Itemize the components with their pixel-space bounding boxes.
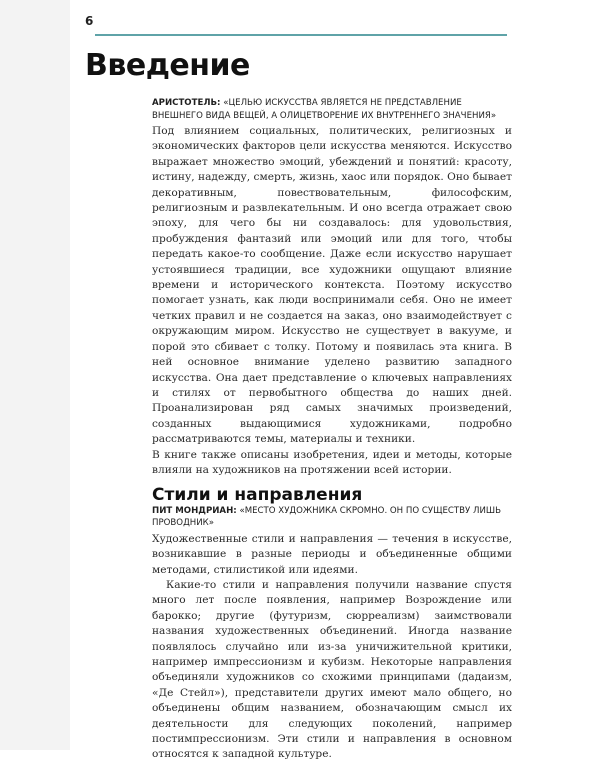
body-column <box>152 97 512 763</box>
intro-quote <box>152 97 512 122</box>
section-heading: Стили и направления <box>152 485 363 506</box>
header-rule <box>95 34 507 36</box>
chapter-title: Введение <box>85 48 250 83</box>
intro-quote-author: АРИСТОТЕЛЬ: <box>152 98 221 108</box>
page-margin-shade <box>0 0 70 750</box>
section-quote-author: ПИТ МОНДРИАН: <box>152 505 237 516</box>
section-paragraph-1: Художественные стили и направления — течения в искусстве, возникавшие в разные периоды и объединенные общими методами, стилистикой или идеями. <box>152 532 512 576</box>
section-quote <box>152 505 512 530</box>
intro-paragraph-1: Под влиянием социальных, политических, религиозных и экономических факторов цели искусства меняются. Искусство выражает множество эмоций, убеждений и понятий: красоту, истину, надежду, смерть, жизнь, хаос или порядок. Оно бывает декоративным, повествовательным, философским, религиозным и развлекательным. И оно всегда отражает свою эпоху, для чего бы ни создавалось: для удовольствия, пробуждения фантазий или эмоций или для того, чтобы передать какое-то сообщение. Даже если искусство нарушает устоявшиеся традиции, все художники ощущают влияние времени и исторического контекста. Поэтому искусство помогает узнать, как люди воспринимали себя. Оно не имеет четких правил и не создается на заказ, оно взаимодействует с окружающим миром. Искусство не существует в вакууме, и порой это сбивает с толку. Потому и появилась эта книга. В ней основное внимание уделено развитию западного искусства. Она дает представление о ключевых направлениях и стилях от первобытного общества до наших дней. Проанализирован ряд самых значимых произведений, созданных выдающимися художниками, подробно рассматриваются темы, материалы и техники. <box>152 125 512 446</box>
intro-quote-text: «ЦЕЛЬЮ ИСКУССТВА ЯВЛЯЕТСЯ НЕ ПРЕДСТАВЛЕНИЕ ВНЕШНЕГО ВИДА ВЕЩЕЙ, А ОЛИЦЕТВОРЕНИЕ ИХ ВНУТРЕННЕГО ЗНАЧЕНИЯ» <box>152 98 497 121</box>
page-number: 6 <box>85 14 94 28</box>
section-paragraph-2: Какие-то стили и направления получили название спустя много лет после появления, например Возрождение или барокко; другие (футуризм, сюрреализм) заимствовали названия художественных объединений. Иногда название появлялось случайно или из-за уничижительной критики, например импрессионизм и кубизм. Некоторые направления объединяли художников со схожими принципами (дадаизм, «Де Стейл»), представители других имеют мало общего, но объединены общим названием, обозначающим смысл их деятельности для следующих поколений, например постимпрессионизм. Эти стили и направления в основном относятся к западной культуре. <box>152 578 512 761</box>
intro-paragraph-2: В книге также описаны изобретения, идеи и методы, которые влияли на художников на протяжении всей истории. <box>152 448 512 476</box>
section-quote-text: «МЕСТО ХУДОЖНИКА СКРОМНО. ОН ПО СУЩЕСТВУ ЛИШЬ ПРОВОДНИК» <box>152 505 501 529</box>
